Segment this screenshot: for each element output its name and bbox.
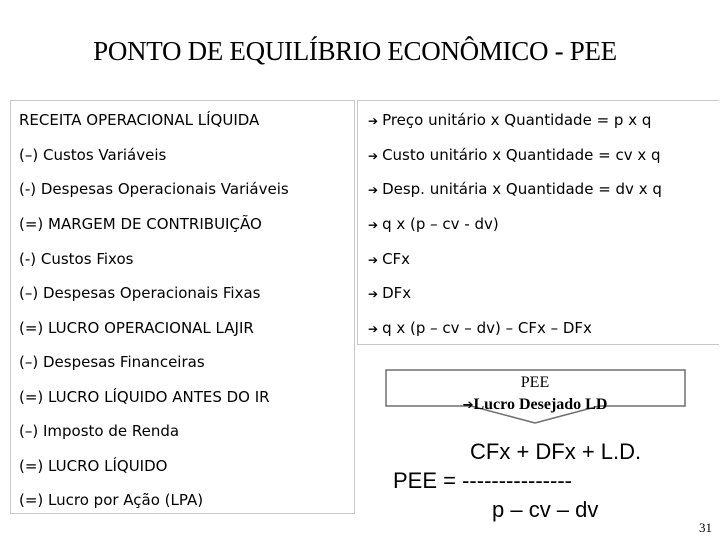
right-item-label: q x (p – cv - dv) [382, 215, 499, 233]
right-item-label: q x (p – cv – dv) – CFx – DFx [382, 319, 592, 337]
right-item [368, 250, 410, 268]
right-item-label: Custo unitário x Quantidade = cv x q [382, 146, 661, 164]
right-item [368, 319, 592, 337]
right-item [368, 284, 411, 302]
left-item: RECEITA OPERACIONAL LÍQUIDA [19, 111, 260, 129]
left-item: (-) Despesas Operacionais Variáveis [19, 180, 289, 198]
callout-subtitle: ➔Lucro Desejado LD [462, 396, 608, 413]
income-statement-box [10, 100, 355, 514]
formula-lhs: PEE = --------------- [393, 468, 572, 493]
left-item: (-) Custos Fixos [19, 250, 134, 268]
arrow-right-icon: ➔ [368, 183, 379, 197]
right-item [368, 180, 662, 198]
left-item: (–) Custos Variáveis [19, 146, 167, 164]
arrow-right-icon: ➔ [368, 322, 379, 336]
right-item-label: Desp. unitária x Quantidade = dv x q [382, 180, 662, 198]
left-item: (=) LUCRO OPERACIONAL LAJIR [19, 319, 254, 337]
page-number: 31 [699, 520, 712, 535]
pee-callout [385, 372, 685, 417]
arrow-right-icon: ➔ [368, 114, 379, 128]
left-item: (–) Imposto de Renda [19, 422, 180, 440]
callout-title: PEE [520, 374, 550, 391]
slide-title: PONTO DE EQUILÍBRIO ECONÔMICO - PEE [93, 36, 617, 66]
formula-numerator: CFx + DFx + L.D. [470, 439, 642, 464]
right-item-label: DFx [382, 284, 412, 302]
formulas-box [357, 100, 719, 345]
right-item-label: CFx [382, 250, 411, 268]
right-item [368, 111, 651, 129]
right-item-label: Preço unitário x Quantidade = p x q [382, 111, 652, 129]
arrow-right-icon: ➔ [368, 253, 379, 267]
arrow-right-icon: ➔ [462, 398, 474, 413]
left-item: (–) Despesas Financeiras [19, 353, 205, 371]
left-item: (=) LUCRO LÍQUIDO ANTES DO IR [19, 388, 270, 406]
left-item: (=) MARGEM DE CONTRIBUIÇÃO [19, 215, 262, 233]
arrow-right-icon: ➔ [368, 287, 379, 301]
left-item: (=) LUCRO LÍQUIDO [19, 457, 168, 475]
left-item: (–) Despesas Operacionais Fixas [19, 284, 261, 302]
arrow-right-icon: ➔ [368, 218, 379, 232]
left-item: (=) Lucro por Ação (LPA) [19, 491, 204, 509]
right-item [368, 146, 661, 164]
formula-denominator: p – cv – dv [492, 497, 599, 522]
right-item [368, 215, 499, 233]
arrow-right-icon: ➔ [368, 149, 379, 163]
